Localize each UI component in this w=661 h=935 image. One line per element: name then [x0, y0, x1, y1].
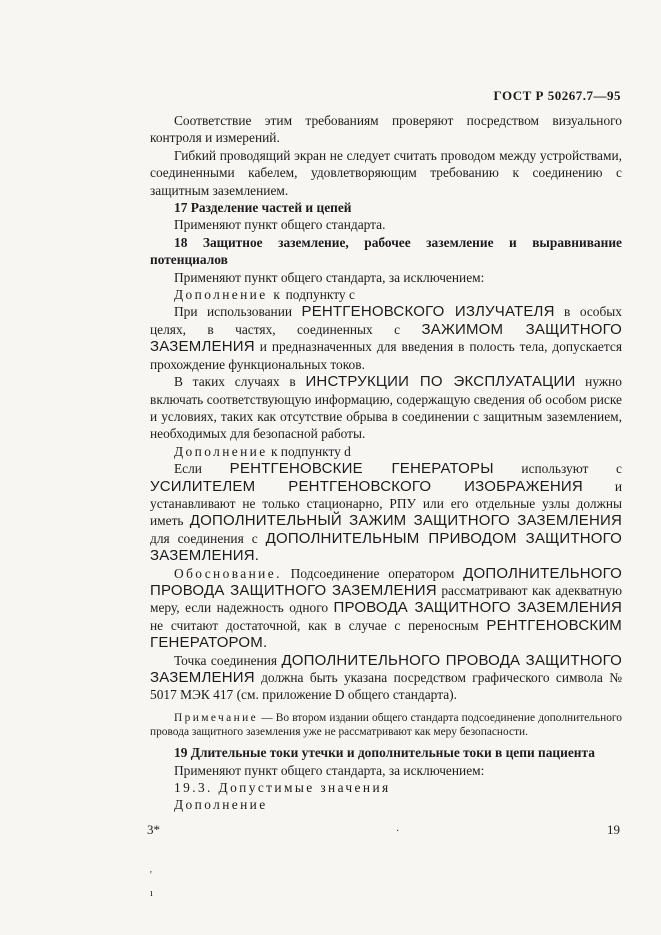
scan-speck: · [396, 826, 400, 837]
note: Примечание — Во втором издании общего стандарта подсоединение дополнительного провода защитного заземления уже не рассматривают как меру безопасности. [150, 711, 622, 739]
scan-speck: ' [150, 870, 152, 881]
section-heading-17: 17 Разделение частей и цепей [174, 200, 352, 216]
scan-speck: ı [150, 888, 153, 899]
page-number: 19 [607, 822, 620, 837]
paragraph: Применяют пункт общего стандарта, за исключением: [174, 269, 485, 285]
signature-mark: 3* [147, 822, 160, 837]
subsection-heading-19-3: 19.3. Допустимые значения [174, 780, 391, 796]
paragraph: Применяют пункт общего стандарта. [174, 217, 386, 233]
subheading-addition-c: Дополнение к подпункту с [174, 287, 355, 303]
paragraph: Применяют пункт общего стандарта, за исключением: [174, 762, 485, 778]
paragraph: Обоснование. Подсоединение оператором ДОПОЛНИТЕЛЬНОГО ПРОВОДА ЗАЩИТНОГО ЗАЗЕМЛЕНИЯ рассматривают как адекватную меру, если надежность одного ПРОВОДА ЗАЩИТНОГО ЗАЗЕМЛЕНИЯ не считают достаточной, как в случае с переносным РЕНТГЕНОВСКИМ ГЕНЕРАТОРОМ. [150, 564, 622, 652]
paragraph: В таких случаях в ИНСТРУКЦИИ ПО ЭКСПЛУАТАЦИИ нужно включать соответствующую информацию, содержащую сведения об особом риске и условиях, таких как отсутствие обрыва в соединении с защитным заземлением, необходимых для безопасной работы. [150, 373, 622, 442]
subheading-addition-d: Дополнение к подпункту d [174, 443, 351, 459]
paragraph: При использовании РЕНТГЕНОВСКОГО ИЗЛУЧАТЕЛЯ в особых целях, в частях, соединенных с ЗАЖИМОМ ЗАЩИТНОГО ЗАЗЕМЛЕНИЯ и предназначенных для введения в полость тела, допускается прохождение функциональных токов. [150, 303, 622, 372]
section-heading-18: 18 Защитное заземление, рабочее заземление и выравнивание потенциалов [150, 234, 622, 268]
paragraph: Точка соединения ДОПОЛНИТЕЛЬНОГО ПРОВОДА ЗАЩИТНОГО ЗАЗЕМЛЕНИЯ должна быть указана посредством графического символа № 5017 МЭК 417 (см. приложение D общего стандарта). [150, 651, 622, 703]
page-body [150, 112, 622, 814]
standard-header: ГОСТ Р 50267.7—95 [493, 88, 621, 103]
paragraph: Если РЕНТГЕНОВСКИЕ ГЕНЕРАТОРЫ используют с УСИЛИТЕЛЕМ РЕНТГЕНОВСКОГО ИЗОБРАЖЕНИЯ и устанавливают не только стационарно, РПУ или его отдельные узлы должны иметь ДОПОЛНИТЕЛЬНЫЙ ЗАЖИМ ЗАЩИТНОГО ЗАЗЕМЛЕНИЯ для соединения с ДОПОЛНИТЕЛЬНЫМ ПРИВОДОМ ЗАЩИТНОГО ЗАЗЕМЛЕНИЯ. [150, 460, 623, 565]
subheading-addition: Дополнение [174, 797, 268, 813]
paragraph: Гибкий проводящий экран не следует считать проводом между устройствами, соединенными кабелем, удовлетворяющим требованию к соединению с защитным заземлением. [150, 147, 622, 198]
paragraph: Соответствие этим требованиям проверяют посредством визуального контроля и измерений. [150, 113, 622, 146]
section-heading-19: 19 Длительные токи утечки и дополнительные токи в цепи пациента [174, 745, 595, 761]
